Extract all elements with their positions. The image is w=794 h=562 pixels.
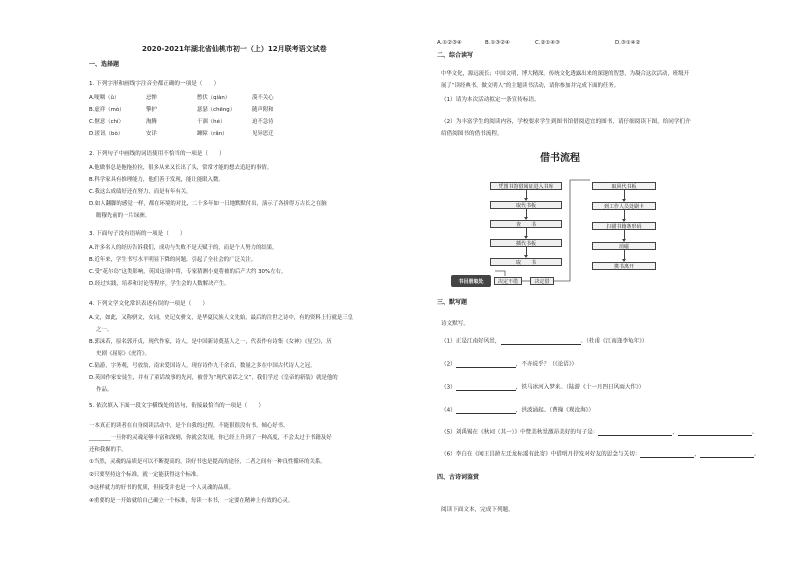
flow-step-right: 取回代书板 [592,182,656,190]
answer-option: C.②①④③ [535,40,560,46]
question-3: 3. 下面句子没有语病的一项是（ ） [89,231,186,237]
intro-line: 中华文化，源远流长；中国文明，博大精深。传统文化透露出来的深邃的智慧，为凝合这次活动，班级开 [441,71,689,77]
option-line: D.如人翻脚的感觉一样，都在环境的对比，二十多年如一日地默默付出，演示了各拼得万古长之在脑 [89,201,327,207]
option-cell: 见异思迁 [252,131,274,137]
option-line: A.文，如此，又称骈文，女词，史记女骈文，是华夏民族人文先始，最后的注世之诗中，有的资料上行就是三皇 [89,315,354,321]
option-line: C.陆游，字务观，号放翁，南宋爱国诗人，现存诗作九千余首，数量之多在中国古代诗人之冠。 [89,363,316,369]
option-cell: 漠不关心 [252,95,274,101]
flow-step-left: 凭图书馆借阅证进入书库 [490,182,562,190]
section-poetry-heading: 四、古诗词鉴赏 [437,474,480,481]
option-cell: 蹿障（rǎn） [197,131,228,137]
flow-arrow [624,250,625,260]
flow-arrow [526,247,527,256]
flow-step-right: 扫描书籍条形码 [592,222,656,230]
passage-line: 一本真正的读者在自身阅读活动中，是个自我的过程，不能狠很没有书，倾心好书， [89,423,289,429]
dictation-item: （2） ，不亦说乎？（《论语》） [441,361,578,368]
flow-step-right: 消磁 [592,242,656,250]
option-line: ②只要坚持这个标准，就一定能获得这个标准。 [89,472,202,478]
option-cell: 随声附和 [252,107,274,113]
flow-title: 借书流程 [540,153,580,164]
answer-option: A.①②③④ [437,40,462,46]
flow-step-left: 插代书板 [490,239,562,247]
passage-line: ________一旦你的灵魂足够丰富和深刻，你就会发现，你已经上升到了一种高度，不会太过于书籍及好 [89,435,332,441]
answer-blank[interactable] [501,339,581,345]
question-4: 4. 下列文学文化常识表述有误的一项是（ ） [89,301,208,307]
flow-arrow [526,209,527,218]
answer-option: D.③①④② [615,40,641,46]
option-line: ①当然，灵魂的品质是可以不断提高的，读好书也是提高的途径，二者之间有一种良性循环的关系。 [89,459,326,465]
flow-arrow [526,228,527,237]
flow-step-left: 取 书 [490,258,562,266]
dictation-intro: 诗文默写。 [441,321,469,327]
flow-arrow [526,190,527,199]
option-cell: B.虚祥（mò） [89,107,125,113]
answer-blank[interactable] [456,385,516,391]
flow-step-right: 到工作人员处刷卡 [592,202,656,210]
option-line: 史剧《屈原》《虎符》。 [89,351,151,357]
option-line: B.郭沫若，原名郭开贞，现代作家，诗人，是中国新诗奠基人之一，代表作有诗集《女神》《星空》，历 [89,339,332,345]
option-cell: 忌惮 [146,95,157,101]
reading-task-1: （1）请为本次活动拟定一条宣传标语。 [441,97,540,103]
task-line: （2）为丰富学生的阅读内容，学校要求学生到图书馆借阅适宜的图书，请仔细阅读下图，给同学们介 [441,119,691,125]
question-1: 1. 下列字形和画线字注音全都正确的一项是（ ） [89,81,220,87]
flow-arrow [624,190,625,200]
flow-arrow [624,210,625,220]
task-line: 绍借阅图书的借书流程。 [441,131,503,137]
option-line: D.英国作家安徒生，并有了童话故事的先河，被誉为“现代童话之父”，我们学过《皇帝的新装》就是他的 [89,375,338,381]
option-line: C.受“花尔岛”这类影响，英国这项中将，专家猜测小更将被的后产大约 30%左右。 [89,269,287,275]
option-line: B.近年来，学生书写水平明显下降的问题，引起了全社会的广泛关注。 [89,257,257,263]
flow-step-left: 取代书板 [490,201,562,209]
option-line: 瞻穆先前的一片绿洲。 [89,213,151,219]
dictation-item: （3） ，铁马冰河入梦来。（陆游《十一月四日风雨大作》） [441,384,645,391]
option-cell: 淘腾 [146,119,157,125]
option-cell: 瑟瑟（chēng） [197,107,236,113]
option-cell: 憋伏（qiàn） [197,95,231,101]
flow-step-right: 携书离开 [592,262,656,270]
section-choice-heading: 一、选择题 [89,61,120,68]
section-dictation-heading: 三、默写题 [437,299,468,306]
flow-start-box: 书目册取处 [451,275,491,287]
intro-line: 展了“读经典书，做文明人”的主题读书活动，请你参加并完成下面的任务。 [441,83,620,89]
passage-line: 还和我握的手。 [89,447,127,453]
question-5: 5. 依次填入下面一段文字横线处的语句，衔接最恰当的一项是（ ） [89,403,264,409]
flow-step-left: 查 书 [490,220,562,228]
dictation-5: （5）刘禹锡在《秋词（其一）》中赞美秋景激昂美好的句子是： ， 。 [441,429,758,436]
flow-decide-yes: 决定借 [530,277,554,285]
option-cell: A.哽咽（ǔ） [89,95,120,101]
dictation-item: （1）正是江南好风景， 。（杜甫《江南逢李龟年》） [441,338,648,345]
answer-blank[interactable] [456,362,516,368]
option-cell: 安详 [146,131,157,137]
section-reading-writing-heading: 二、综合读写 [437,52,474,59]
option-line: D.经过实践，培养和讨论等程序，学生会的人数解决产生。 [89,281,230,287]
answer-option: B.①③②④ [485,40,510,46]
flow-decide-no: 决定不借 [494,277,522,285]
option-line: A.许多名人的经历告诉我们，成功与失败不是天赋于的，而是个人努力的结果。 [89,245,278,251]
option-line: B.科学家具有推理能力，他们善于发现，能让能眼入微。 [89,177,224,183]
option-line: ③这样就力的好书的优质，但接受并也是一个人灵魂的品质。 [89,485,234,491]
flow-arrow [624,230,625,240]
option-cell: 干涸（hé） [197,119,226,125]
option-cell: C.惬意（chí） [89,119,124,125]
option-line: C.我这么成绩好还在努力，而是有年有关。 [89,189,192,195]
poetry-intro: 阅读下面文本，完成下列题。 [441,507,514,513]
dictation-item: （4） ，洪波涌起。（曹操《观沧海》） [441,407,595,414]
option-line: ④重要的是一开始就给自己确立一个标准，每读一本书，一定要在精神上有效的心灵。 [89,498,294,504]
option-cell: D.匿讯（bò） [89,131,124,137]
option-line: 作品。 [89,387,113,393]
option-cell: 擎护 [146,107,157,113]
page-title: 2020-2021年湖北省仙桃市初一（上）12月联考语文试卷 [142,45,327,53]
option-line: A.他做事总是拖拖拉拉，很多从来又长出了头，常常才能的想去追赶的事情。 [89,165,273,171]
dictation-6: （6）李白在《闻王昌龄左迁龙标遥有此寄》中借明月抒发对好友的思念与关切： ， 。 [441,451,760,458]
option-line: 之一。 [89,327,113,333]
question-2: 2. 下列句子中画线的词语使用不恰当的一项是（ ） [89,151,225,157]
answer-blank[interactable] [456,408,516,414]
option-cell: 迫不急待 [252,119,274,125]
